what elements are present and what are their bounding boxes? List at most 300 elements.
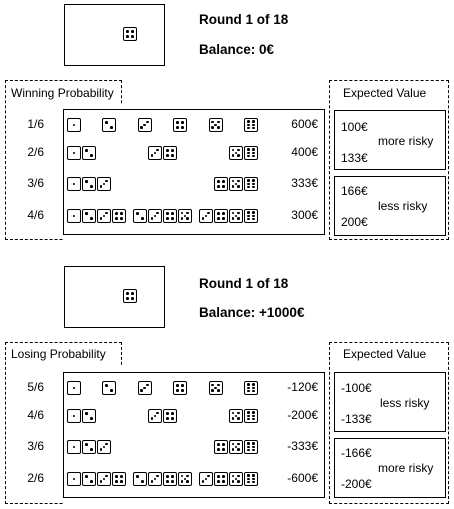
die-face-4 [163,472,177,486]
die-pip [252,411,255,414]
die-face-6 [244,381,258,395]
die-pip [131,297,134,300]
die-pip [105,384,108,387]
top-ev-header: Expected Value [343,86,427,100]
die-pip [115,217,118,220]
die-pip [247,127,250,130]
die-pip [181,384,184,387]
die-pip [217,126,220,129]
die-pip [126,292,129,295]
die-face-5 [229,209,243,223]
die-pip [156,149,159,152]
die-pip [171,480,174,483]
die-face-4 [112,472,126,486]
die-pip [85,412,88,415]
die-face-6 [244,472,258,486]
die-pip [247,481,250,484]
die-pip [252,415,255,418]
die-face-3 [97,440,111,454]
die-pip [166,149,169,152]
die-pip [247,124,250,127]
die-face-3 [148,472,162,486]
die-pip [166,212,169,215]
die-pip [73,152,76,155]
die-face-2 [133,472,147,486]
top-round-title: Round 1 of 18 [199,12,289,27]
die-pip [247,211,250,214]
die-pip [171,412,174,415]
die-pip [207,475,210,478]
die-face-5 [209,381,223,395]
die-pip [186,212,189,215]
die-pip [120,480,123,483]
die-face-5 [209,118,223,132]
probability-label: 1/6 [27,117,44,131]
die-face-1 [67,177,81,191]
die-pip [166,217,169,220]
die-pip [237,185,240,188]
die-pip [90,154,93,157]
die-pip [247,418,250,421]
die-pip [252,383,255,386]
die-face-4 [163,409,177,423]
die-pip [73,415,76,418]
die-pip [247,218,250,221]
die-pip [247,215,250,218]
die-pip [252,124,255,127]
die-pip [90,480,93,483]
die-pip [176,121,179,124]
die-face-3 [148,146,162,160]
die-pip [85,443,88,446]
die-pip [247,390,250,393]
die-face-2 [102,381,116,395]
bottom-balance: Balance: +1000€ [199,305,305,320]
die-face-4 [163,209,177,223]
die-face-3 [199,472,213,486]
die-pip [166,475,169,478]
die-pip [176,384,179,387]
die-pip [247,387,250,390]
die-pip [222,480,225,483]
die-pip [85,180,88,183]
die-pip [252,215,255,218]
die-pip [166,412,169,415]
die-pip [205,215,208,218]
die-pip [90,185,93,188]
die-pip [232,180,235,183]
die-pip [136,212,139,215]
bottom-ev-1-risk: less risky [380,396,430,410]
die-face-5 [229,472,243,486]
die-pip [103,183,106,186]
die-pip [211,121,214,124]
die-pip [73,215,76,218]
die-pip [205,478,208,481]
die-face-2 [133,209,147,223]
die-pip [232,412,235,415]
die-pip [154,415,157,418]
die-pip [120,475,123,478]
die-pip [232,417,235,420]
die-pip [181,480,184,483]
top-die-display [64,4,165,66]
die-pip [103,215,106,218]
die-pip [181,126,184,129]
die-pip [252,474,255,477]
die-pip [171,475,174,478]
die-pip [252,446,255,449]
die-pip [252,418,255,421]
die-pip [181,212,184,215]
die-pip [166,154,169,157]
die-pip [237,475,240,478]
die-pip [156,412,159,415]
die-pip [120,212,123,215]
die-face-3 [97,472,111,486]
payout-amount: -200€ [287,408,318,422]
payout-amount: 333€ [291,176,318,190]
die-face-5 [178,472,192,486]
die-pip [217,480,220,483]
die-pip [136,475,139,478]
die-pip [171,217,174,220]
payout-amount: 300€ [291,208,318,222]
die-face-4 [214,177,228,191]
die-pip [126,30,129,33]
die-pip [171,154,174,157]
die-face-2 [102,118,116,132]
die-face-4 [163,146,177,160]
die-pip [151,480,154,483]
die-pip [100,217,103,220]
die-pip [252,183,255,186]
die-pip [166,417,169,420]
die-pip [85,212,88,215]
die-pip [232,448,235,451]
die-pip [217,448,220,451]
die-pip [176,389,179,392]
die-pip [181,121,184,124]
die-face-6 [244,118,258,132]
die-face-1 [67,472,81,486]
top-ev-1-risk: more risky [378,134,434,148]
die-face-3 [148,209,162,223]
die-face-1 [67,118,81,132]
payout-amount: -333€ [287,439,318,453]
die-face-3 [97,209,111,223]
die-pip [232,212,235,215]
die-pip [232,149,235,152]
top-ev-1-b: 133€ [341,151,368,165]
die-face-6 [244,440,258,454]
die-face-6 [244,177,258,191]
die-pip [247,411,250,414]
die-pip [222,212,225,215]
die-pip [222,475,225,478]
die-pip [105,475,108,478]
die-face-4 [214,472,228,486]
die-face-3 [97,177,111,191]
die-face-3 [138,381,152,395]
die-pip [247,478,250,481]
die-pip [247,474,250,477]
die-pip [252,390,255,393]
die-face-4 [123,27,137,41]
die-pip [252,387,255,390]
die-pip [222,180,225,183]
die-pip [103,446,106,449]
die-pip [141,480,144,483]
die-pip [110,126,113,129]
die-pip [143,124,146,127]
die-face-4 [214,440,228,454]
die-pip [247,186,250,189]
die-pip [171,417,174,420]
die-face-2 [82,472,96,486]
die-pip [252,442,255,445]
die-pip [146,121,149,124]
probability-label: 2/6 [27,145,44,159]
die-pip [110,389,113,392]
die-pip [237,149,240,152]
bottom-round-title: Round 1 of 18 [199,276,289,291]
die-pip [247,179,250,182]
bottom-ev-1-a: -100€ [341,381,372,395]
top-ev-1-a: 100€ [341,120,368,134]
die-pip [211,384,214,387]
die-pip [186,217,189,220]
die-pip [73,183,76,186]
die-pip [237,154,240,157]
die-face-2 [82,177,96,191]
die-pip [171,149,174,152]
die-face-1 [67,209,81,223]
die-face-2 [82,409,96,423]
die-pip [105,212,108,215]
die-pip [181,475,184,478]
die-face-6 [244,209,258,223]
top-ev-2-a: 166€ [341,184,368,198]
die-pip [143,387,146,390]
die-pip [186,480,189,483]
die-pip [73,124,76,127]
die-face-4 [214,209,228,223]
die-pip [73,446,76,449]
die-face-3 [148,409,162,423]
die-pip [232,217,235,220]
die-pip [217,443,220,446]
die-pip [151,217,154,220]
die-pip [171,212,174,215]
die-face-4 [123,289,137,303]
die-pip [252,179,255,182]
bottom-ev-2-b: -200€ [341,477,372,491]
die-pip [237,480,240,483]
die-pip [166,480,169,483]
die-pip [247,148,250,151]
die-pip [247,446,250,449]
die-face-4 [173,118,187,132]
die-pip [211,389,214,392]
die-pip [252,148,255,151]
die-pip [252,218,255,221]
payout-amount: -600€ [287,471,318,485]
die-pip [247,415,250,418]
die-pip [156,475,159,478]
bottom-ev-2-a: -166€ [341,446,372,460]
die-face-5 [229,409,243,423]
die-pip [131,35,134,38]
die-pip [126,297,129,300]
payout-amount: -120€ [287,380,318,394]
die-pip [217,384,220,387]
die-pip [146,384,149,387]
die-pip [237,448,240,451]
die-pip [156,212,159,215]
die-face-5 [178,209,192,223]
bottom-die-display [64,266,165,328]
die-pip [217,389,220,392]
die-pip [252,211,255,214]
die-face-1 [67,409,81,423]
bottom-ev-2-risk: more risky [378,461,434,475]
die-pip [222,185,225,188]
top-probability-header: Winning Probability [11,86,114,100]
die-pip [90,217,93,220]
die-face-2 [82,440,96,454]
die-pip [247,183,250,186]
die-face-3 [199,209,213,223]
die-pip [217,185,220,188]
die-pip [252,127,255,130]
die-pip [105,121,108,124]
die-pip [217,121,220,124]
die-pip [202,480,205,483]
die-pip [237,443,240,446]
top-ev-2-b: 200€ [341,215,368,229]
die-pip [105,180,108,183]
die-pip [252,449,255,452]
payout-amount: 400€ [291,145,318,159]
bottom-ev-1-b: -133€ [341,412,372,426]
die-pip [217,217,220,220]
die-pip [222,443,225,446]
die-pip [154,215,157,218]
top-ev-2-risk: less risky [378,199,428,213]
die-pip [105,443,108,446]
die-face-2 [82,146,96,160]
die-face-1 [67,381,81,395]
die-pip [232,443,235,446]
die-pip [140,126,143,129]
die-face-5 [229,440,243,454]
die-pip [252,186,255,189]
die-face-5 [229,146,243,160]
die-pip [232,475,235,478]
die-face-6 [244,409,258,423]
die-pip [141,217,144,220]
die-pip [232,154,235,157]
die-pip [186,475,189,478]
die-pip [202,217,205,220]
die-pip [252,155,255,158]
payout-amount: 600€ [291,117,318,131]
die-pip [176,126,179,129]
die-pip [131,292,134,295]
die-pip [247,155,250,158]
die-pip [115,212,118,215]
die-face-4 [173,381,187,395]
die-pip [181,389,184,392]
probability-label: 4/6 [27,408,44,422]
die-pip [222,217,225,220]
die-pip [237,212,240,215]
die-face-1 [67,440,81,454]
die-pip [252,152,255,155]
die-pip [154,478,157,481]
die-pip [151,154,154,157]
probability-label: 3/6 [27,439,44,453]
die-pip [140,389,143,392]
die-pip [100,185,103,188]
probability-label: 2/6 [27,471,44,485]
die-face-3 [138,118,152,132]
die-pip [154,152,157,155]
die-face-2 [82,209,96,223]
die-pip [181,217,184,220]
die-pip [73,387,76,390]
bottom-probability-header: Losing Probability [11,347,106,361]
die-pip [252,478,255,481]
die-pip [90,448,93,451]
die-pip [237,412,240,415]
die-pip [232,480,235,483]
die-pip [115,475,118,478]
die-pip [237,180,240,183]
die-pip [151,417,154,420]
die-pip [252,120,255,123]
die-pip [217,475,220,478]
die-face-1 [67,146,81,160]
die-pip [85,475,88,478]
die-pip [237,217,240,220]
die-pip [237,417,240,420]
top-balance: Balance: 0€ [199,42,275,57]
die-pip [126,35,129,38]
die-pip [100,480,103,483]
die-pip [211,126,214,129]
die-pip [131,30,134,33]
die-pip [247,152,250,155]
probability-label: 5/6 [27,380,44,394]
die-pip [232,185,235,188]
die-pip [115,480,118,483]
probability-label: 4/6 [27,208,44,222]
die-pip [247,449,250,452]
die-pip [103,478,106,481]
die-pip [247,120,250,123]
die-pip [100,448,103,451]
die-face-6 [244,146,258,160]
bottom-ev-header: Expected Value [343,347,427,361]
die-pip [120,217,123,220]
die-pip [217,180,220,183]
die-pip [90,417,93,420]
die-pip [247,442,250,445]
die-pip [207,212,210,215]
die-face-4 [112,209,126,223]
